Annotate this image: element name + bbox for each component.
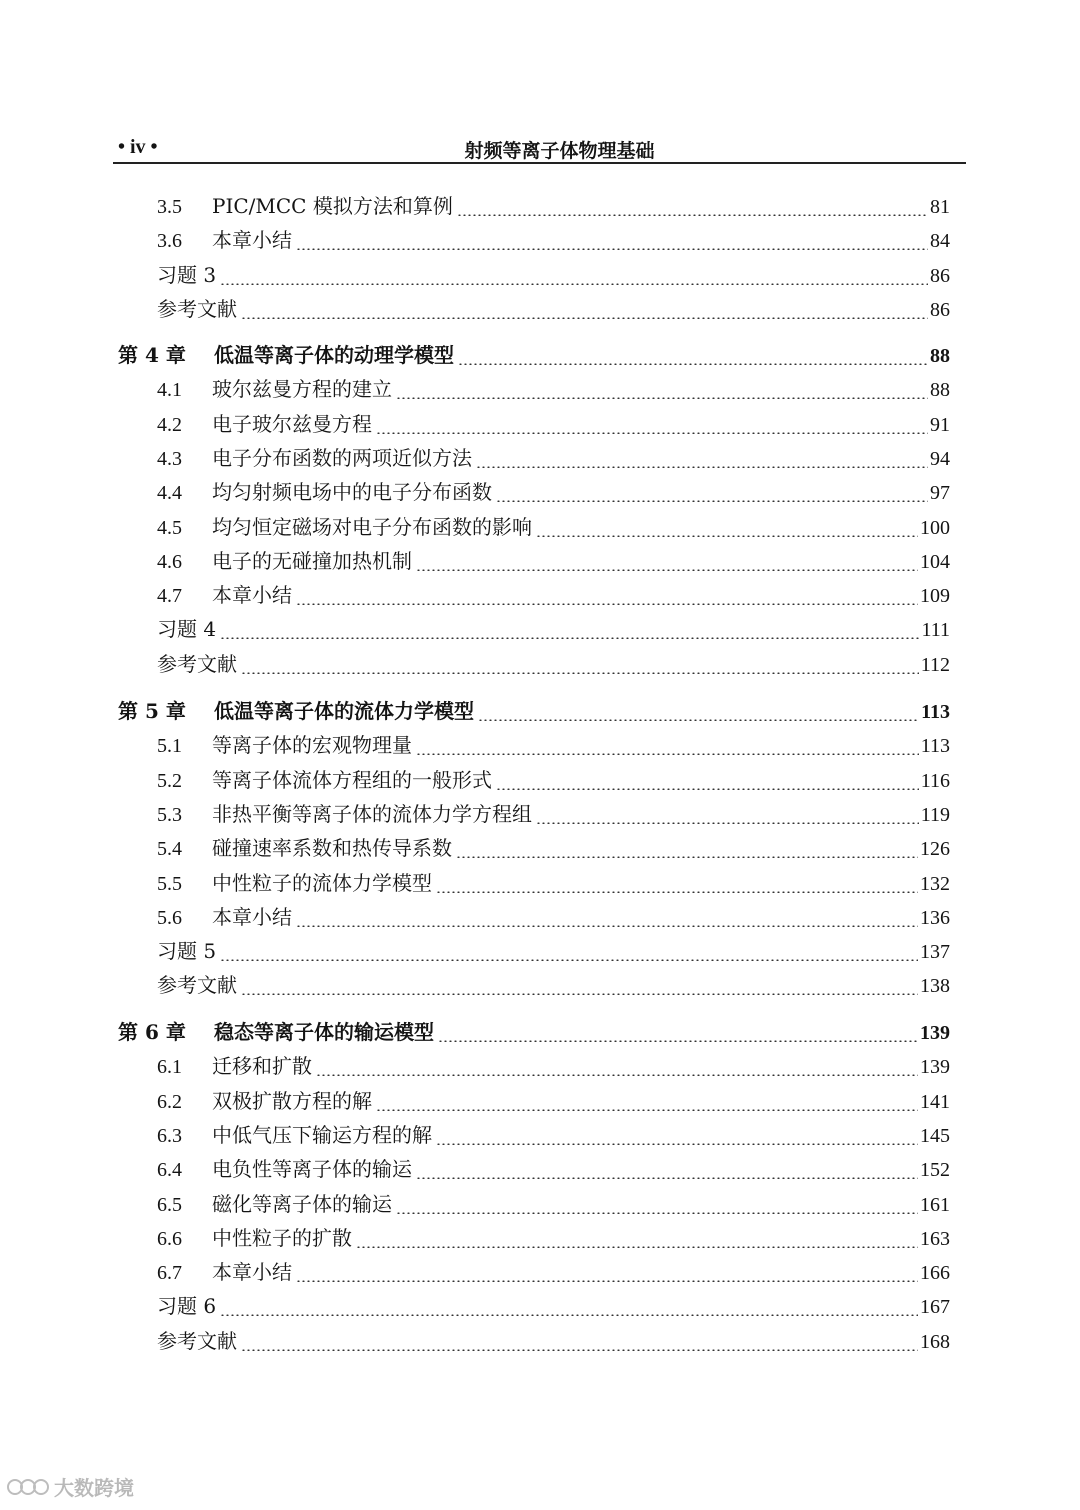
toc-entry-number: 6.5 [157, 1194, 182, 1216]
toc-entry [0, 1120, 950, 1150]
toc-entry-page: 100 [920, 517, 950, 539]
dot-leader [316, 1074, 918, 1076]
toc-entry-title: 中低气压下输运方程的解 [212, 1123, 432, 1147]
dot-leader [396, 1212, 918, 1214]
toc-entry-number: 5.5 [157, 873, 182, 895]
dot-leader [220, 637, 919, 639]
watermark-logo-icon [6, 1476, 50, 1498]
toc-entry-page: 112 [920, 654, 950, 676]
toc-entry-page: 141 [920, 1091, 950, 1113]
toc-entry [0, 1291, 950, 1321]
dot-leader [241, 672, 919, 674]
watermark-text: 大数跨境 [54, 1476, 134, 1500]
toc-entry-page: 86 [930, 299, 950, 321]
toc-entry [0, 294, 950, 324]
toc-entry-title: 电负性等离子体的输运 [212, 1157, 412, 1181]
dot-leader [296, 1280, 918, 1282]
toc-entry-page: 91 [930, 414, 950, 436]
toc-entry [0, 902, 950, 932]
toc-entry-number: 6.1 [157, 1056, 182, 1078]
toc-entry-page: 138 [920, 975, 950, 997]
toc-entry [0, 477, 950, 507]
toc-entry-number: 3.5 [157, 196, 182, 218]
toc-entry-number: 4.2 [157, 414, 182, 436]
toc-entry-title: 非热平衡等离子体的流体力学方程组 [212, 802, 532, 826]
toc-entry [0, 260, 950, 290]
toc-entry-title: 双极扩散方程的解 [212, 1089, 372, 1113]
toc-entry-number: 5.3 [157, 804, 182, 826]
dot-leader [220, 1314, 918, 1316]
toc-entry-number: 5.6 [157, 907, 182, 929]
dot-leader [296, 603, 918, 605]
toc-entry [0, 799, 950, 829]
dot-leader [220, 959, 918, 961]
toc-entry-number: 4.4 [157, 482, 182, 504]
toc-entry-title: 稳态等离子体的输运模型 [214, 1020, 434, 1044]
toc-entry [0, 868, 950, 898]
toc-chapter-entry [0, 340, 950, 370]
toc-entry-title: 习题 3 [157, 263, 217, 287]
book-title: 射频等离子体物理基础 [464, 140, 655, 162]
toc-entry [0, 1326, 950, 1356]
toc-entry-page: 116 [920, 770, 950, 792]
dot-leader [396, 397, 928, 399]
toc-chapter-entry [0, 1017, 950, 1047]
toc-entry-page: 145 [920, 1125, 950, 1147]
toc-entry-number: 4.6 [157, 551, 182, 573]
toc-entry-page: 163 [920, 1228, 950, 1250]
toc-entry-page: 84 [930, 230, 950, 252]
toc-entry-title: 均匀射频电场中的电子分布函数 [212, 480, 492, 504]
toc-entry-title: 等离子体的宏观物理量 [212, 733, 412, 757]
watermark [6, 1472, 134, 1501]
toc-entry-page: 113 [920, 735, 950, 757]
toc-entry-title: 低温等离子体的流体力学模型 [214, 699, 474, 723]
toc-entry-number: 6.7 [157, 1262, 182, 1284]
toc-entry-title: 均匀恒定磁场对电子分布函数的影响 [212, 515, 532, 539]
toc-entry [0, 970, 950, 1000]
toc-entry [0, 580, 950, 610]
toc-entry-title: 习题 4 [157, 617, 217, 641]
toc-entry [0, 1189, 950, 1219]
toc-entry-title: 参考文献 [157, 652, 237, 676]
toc-entry-number: 6.6 [157, 1228, 182, 1250]
toc-entry-title: 磁化等离子体的输运 [212, 1192, 392, 1216]
toc-entry-page: 111 [921, 619, 950, 641]
toc-entry-page: 113 [921, 701, 950, 723]
toc-entry-number: 6.3 [157, 1125, 182, 1147]
dot-leader [241, 317, 928, 319]
toc-entry-title: 碰撞速率系数和热传导系数 [212, 836, 452, 860]
dot-leader [456, 856, 918, 858]
dot-leader [416, 1177, 918, 1179]
toc-entry-number: 6.4 [157, 1159, 182, 1181]
dot-leader [241, 1349, 918, 1351]
toc-entry-title: 电子玻尔兹曼方程 [212, 412, 372, 436]
toc-entry-title: 参考文献 [157, 1329, 237, 1353]
toc-entry [0, 374, 950, 404]
toc-entry [0, 649, 950, 679]
toc-entry-page: 88 [930, 379, 950, 401]
dot-leader [438, 1040, 918, 1042]
dot-leader [220, 283, 928, 285]
toc-entry [0, 1154, 950, 1184]
dot-leader [376, 432, 928, 434]
toc-entry-number: 5.1 [157, 735, 182, 757]
toc-chapter-entry [0, 696, 950, 726]
toc-entry-number: 第 4 章 [118, 343, 186, 367]
dot-leader [536, 535, 918, 537]
toc-entry [0, 730, 950, 760]
toc-entry [0, 1086, 950, 1116]
toc-entry [0, 614, 950, 644]
toc-entry-page: 94 [930, 448, 950, 470]
toc-entry-title: 本章小结 [212, 583, 292, 607]
toc-entry-page: 104 [920, 551, 950, 573]
toc-entry-title: 习题 6 [157, 1294, 217, 1318]
toc-entry-page: 132 [920, 873, 950, 895]
dot-leader [416, 753, 919, 755]
toc-entry-page: 152 [920, 1159, 950, 1181]
toc-entry [0, 1051, 950, 1081]
dot-leader [376, 1109, 918, 1111]
toc-entry-title: 迁移和扩散 [212, 1054, 312, 1078]
toc-entry-title: 本章小结 [212, 228, 292, 252]
toc-entry-page: 86 [930, 265, 950, 287]
toc-entry-page: 139 [920, 1056, 950, 1078]
dot-leader [416, 569, 918, 571]
toc-entry-page: 136 [920, 907, 950, 929]
toc-entry-number: 第 5 章 [118, 699, 186, 723]
toc-entry [0, 1223, 950, 1253]
toc-entry [0, 1257, 950, 1287]
toc-entry-number: 6.2 [157, 1091, 182, 1113]
toc-entry-page: 119 [920, 804, 950, 826]
toc-entry-number: 5.4 [157, 838, 182, 860]
dot-leader [457, 214, 928, 216]
toc-entry-page: 139 [920, 1022, 950, 1044]
dot-leader [478, 719, 919, 721]
toc-entry-page: 166 [920, 1262, 950, 1284]
toc-entry-number: 第 6 章 [118, 1020, 186, 1044]
toc-entry [0, 833, 950, 863]
toc-entry-title: 低温等离子体的动理学模型 [214, 343, 454, 367]
dot-leader [356, 1246, 918, 1248]
dot-leader [496, 788, 919, 790]
toc-entry-page: 168 [920, 1331, 950, 1353]
toc-entry-title: 中性粒子的流体力学模型 [212, 871, 432, 895]
toc-entry-title: 参考文献 [157, 297, 237, 321]
dot-leader [476, 466, 928, 468]
toc-entry-title: 参考文献 [157, 973, 237, 997]
toc-entry-page: 81 [930, 196, 950, 218]
dot-leader [436, 1143, 918, 1145]
toc-entry-page: 167 [920, 1296, 950, 1318]
dot-leader [458, 363, 928, 365]
dot-leader [296, 248, 928, 250]
page-folio: • iv • [118, 136, 158, 158]
toc-entry-number: 5.2 [157, 770, 182, 792]
toc-entry-page: 109 [920, 585, 950, 607]
toc-entry [0, 512, 950, 542]
toc-entry-page: 126 [920, 838, 950, 860]
dot-leader [536, 822, 919, 824]
toc-entry-title: 习题 5 [157, 939, 217, 963]
toc-entry-title: 本章小结 [212, 1260, 292, 1284]
toc-entry-page: 137 [920, 941, 950, 963]
dot-leader [436, 891, 918, 893]
toc-entry-title: 玻尔兹曼方程的建立 [212, 377, 392, 401]
toc-entry-title: 电子的无碰撞加热机制 [212, 549, 412, 573]
dot-leader [296, 925, 918, 927]
toc-entry-title: PIC/MCC 模拟方法和算例 [212, 194, 453, 218]
toc-entry-number: 4.1 [157, 379, 182, 401]
toc-entry-number: 4.3 [157, 448, 182, 470]
toc-entry-title: 本章小结 [212, 905, 292, 929]
toc-entry [0, 546, 950, 576]
toc-entry [0, 409, 950, 439]
toc-entry [0, 765, 950, 795]
toc-entry-title: 中性粒子的扩散 [212, 1226, 352, 1250]
dot-leader [496, 500, 928, 502]
toc-entry [0, 191, 950, 221]
toc-entry-number: 4.7 [157, 585, 182, 607]
toc-entry-page: 97 [930, 482, 950, 504]
toc-entry-title: 电子分布函数的两项近似方法 [212, 446, 472, 470]
toc-entry [0, 225, 950, 255]
toc-entry-number: 3.6 [157, 230, 182, 252]
toc-entry [0, 443, 950, 473]
toc-entry-page: 161 [920, 1194, 950, 1216]
toc-entry [0, 936, 950, 966]
toc-entry-page: 88 [930, 345, 950, 367]
dot-leader [241, 993, 918, 995]
toc-entry-title: 等离子体流体方程组的一般形式 [212, 768, 492, 792]
toc-entry-number: 4.5 [157, 517, 182, 539]
